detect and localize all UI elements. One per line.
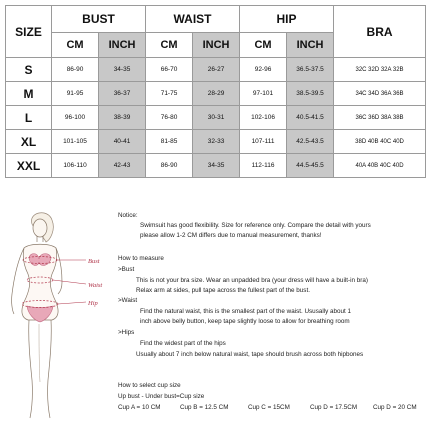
measurement-figure xyxy=(2,210,110,425)
table-row xyxy=(6,130,426,154)
waist-cm-cell: 66-70 xyxy=(146,58,193,82)
bra-cell: 32C 32D 32A 32B xyxy=(334,58,426,82)
bust-inch-header: INCH xyxy=(99,33,146,58)
waist-line-2: inch above belly button, keep tape slightly loose to allow for breathing room xyxy=(140,318,350,325)
notice-line-1: Swimsuit has good flexibility. Size for reference only. Compare the detail with yours xyxy=(140,222,371,229)
cup-b-value: Cup B = 12.5 CM xyxy=(180,404,229,411)
bust-inch-cell: 42-43 xyxy=(99,154,146,178)
bra-cell: 40A 40B 40C 40D xyxy=(334,154,426,178)
cup-c-value: Cup C = 15CM xyxy=(248,404,290,411)
size-cell: L xyxy=(6,106,52,130)
cup-values xyxy=(118,404,428,413)
waist-inch-cell: 26-27 xyxy=(193,58,240,82)
cup-title: How to select cup size xyxy=(118,382,181,389)
hip-inch-cell: 44.5-45.5 xyxy=(287,154,334,178)
hips-line-1: Find the widest part of the hips xyxy=(140,340,226,347)
bust-line-1: This is not your bra size. Wear an unpadded bra (your dress will have a built-in bra) xyxy=(136,277,368,284)
waist-inch-cell: 34-35 xyxy=(193,154,240,178)
notice-line-2: please allow 1-2 CM differs due to manual measurement, thanks! xyxy=(140,232,322,239)
table-row xyxy=(6,82,426,106)
waist-inch-cell: 30-31 xyxy=(193,106,240,130)
bust-inch-cell: 38-39 xyxy=(99,106,146,130)
table-row xyxy=(6,154,426,178)
cup-d2-value: Cup D = 20 CM xyxy=(373,404,417,411)
waist-cm-cell: 71-75 xyxy=(146,82,193,106)
waist-inch-cell: 28-29 xyxy=(193,82,240,106)
cup-d-value: Cup D = 17.5CM xyxy=(310,404,358,411)
cup-a-value: Cup A = 10 CM xyxy=(118,404,161,411)
bust-inch-cell: 40-41 xyxy=(99,130,146,154)
hip-cm-cell: 107-111 xyxy=(240,130,287,154)
size-cell: M xyxy=(6,82,52,106)
bust-inch-cell: 36-37 xyxy=(99,82,146,106)
bust-label: Bust xyxy=(88,258,100,265)
size-cell: XXL xyxy=(6,154,52,178)
bust-title: >Bust xyxy=(118,266,135,273)
bust-cm-cell: 86-90 xyxy=(52,58,99,82)
hip-cm-cell: 97-101 xyxy=(240,82,287,106)
hip-cm-cell: 92-96 xyxy=(240,58,287,82)
waist-header: WAIST xyxy=(146,6,240,33)
waist-inch-cell: 32-33 xyxy=(193,130,240,154)
hip-inch-header: INCH xyxy=(287,33,334,58)
waist-cm-cell: 86-90 xyxy=(146,154,193,178)
hip-inch-cell: 36.5-37.5 xyxy=(287,58,334,82)
size-header: SIZE xyxy=(6,6,52,58)
size-chart-table xyxy=(5,5,426,178)
hips-line-2: Usually about 7 inch below natural waist, tape should brush across both hipbones xyxy=(136,351,364,358)
hips-title: >Hips xyxy=(118,329,135,336)
bra-cell: 34C 34D 36A 36B xyxy=(334,82,426,106)
table-row xyxy=(6,58,426,82)
bust-cm-cell: 91-95 xyxy=(52,82,99,106)
hip-cm-cell: 102-106 xyxy=(240,106,287,130)
hip-inch-cell: 42.5-43.5 xyxy=(287,130,334,154)
hip-inch-cell: 38.5-39.5 xyxy=(287,82,334,106)
cup-formula: Up bust - Under bust=Cup size xyxy=(118,393,205,400)
waist-line-1: Find the natural waist, this is the smallest part of the waist. Ususally about 1 xyxy=(140,308,352,315)
waist-inch-header: INCH xyxy=(193,33,240,58)
bra-header: BRA xyxy=(334,6,426,58)
bust-line-2: Relax arm at sides, pull tape across the fullest part of the bust. xyxy=(136,287,310,294)
bust-inch-cell: 34-35 xyxy=(99,58,146,82)
hip-cm-header: CM xyxy=(240,33,287,58)
table-row xyxy=(6,106,426,130)
bust-header: BUST xyxy=(52,6,146,33)
waist-label: Waist xyxy=(88,282,103,289)
bust-cm-cell: 106-110 xyxy=(52,154,99,178)
bra-cell: 38D 40B 40C 40D xyxy=(334,130,426,154)
bust-cm-cell: 96-100 xyxy=(52,106,99,130)
size-cell: S xyxy=(6,58,52,82)
size-cell: XL xyxy=(6,130,52,154)
waist-cm-cell: 81-85 xyxy=(146,130,193,154)
bra-cell: 36C 36D 38A 38B xyxy=(334,106,426,130)
bust-cm-cell: 101-105 xyxy=(52,130,99,154)
notice-title: Notice: xyxy=(118,212,138,219)
hip-header: HIP xyxy=(240,6,334,33)
waist-cm-cell: 76-80 xyxy=(146,106,193,130)
hip-label: Hip xyxy=(88,300,98,307)
waist-title: >Waist xyxy=(118,297,138,304)
hip-inch-cell: 40.5-41.5 xyxy=(287,106,334,130)
bust-cm-header: CM xyxy=(52,33,99,58)
how-to-measure-title: How to measure xyxy=(118,255,164,262)
waist-cm-header: CM xyxy=(146,33,193,58)
hip-cm-cell: 112-116 xyxy=(240,154,287,178)
